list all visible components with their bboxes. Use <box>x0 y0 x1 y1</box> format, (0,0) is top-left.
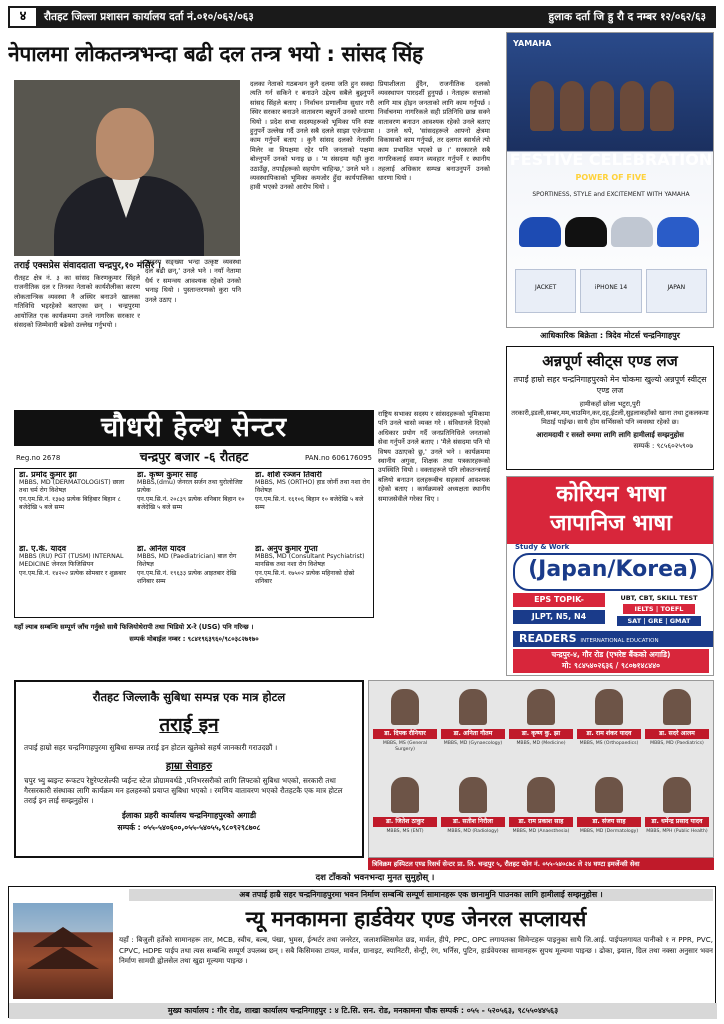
hardware-top-line: दश टाँकको भवनभन्दा मुनत सुमुहोस् । <box>315 873 435 883</box>
doctor-name: डा. अनुप कुमार गुप्ता <box>255 545 318 553</box>
doctor-note: एन.एम.सि.नं. २०८३९ प्रत्येक शनिबार बिहान १० बजेदेखि ५ बजे सम्म <box>137 495 245 511</box>
article-column-1: रौतहट क्षेत्र नं. ३ का सांसद किरणकुमार सिंहले राजनीतिक दल र तिनका नेताको कार्यशैलीका कारण लोकतान्त्रिक व्यवस्था नै अस्थिर बनाउने खालका गतिविधि भइरहेको बताएका छन् । चन्द्रपुरमा आयोजित एक कार्यक्रममा उनले नागरिक सरकार र संसदको जिम्मेवारी बढेको उल्लेख गर्नुभयो । <box>14 274 140 330</box>
hospital-doctor-desc: MBBS, MPH (Public Health) <box>646 829 708 834</box>
yamaha-brand: YAMAHA <box>513 39 552 48</box>
hospital-doctors-grid <box>368 680 714 858</box>
annapurna-title: अन्नपूर्ण स्वीट्स एण्ड लज <box>542 352 678 370</box>
motorbike-image <box>565 217 607 247</box>
hospital-doctor-name: डा. कृष्ण कु. झा <box>509 729 573 739</box>
hospital-doctor-name: डा. जितेश ठाकुर <box>373 817 437 827</box>
yamaha-tag: POWER OF FIVE <box>575 173 647 182</box>
hospital-doctor-card <box>509 773 573 855</box>
chaudhari-pan: PAN.no 606176095 <box>304 454 372 462</box>
terai-name: तराई इन <box>159 714 219 736</box>
hospital-doctor-desc: MBBS, MD (Dermatology) <box>579 829 639 834</box>
doctor-card <box>19 471 131 541</box>
doctor-desc: MBBS (RU) PGT (TUSM) INTERNAL MEDICINE जेनरल फिजिसियन <box>19 553 124 569</box>
clinic-phone: सम्पर्क मोबाईल नम्बर : ९८४१९६३९६०/९८०३८२७१७० <box>129 635 259 643</box>
doctor-card <box>137 471 249 541</box>
doctor-photo <box>459 777 487 813</box>
doctor-name: डा. शशि रञ्जन तिवारी <box>255 471 322 479</box>
article-headline: नेपालमा लोकतन्त्रभन्दा बढी दल तन्त्र भयो : सांसद सिंह <box>8 42 423 66</box>
terai-inn-advert <box>14 680 364 858</box>
terai-services-title: हाम्रा सेवाहरु <box>165 761 213 772</box>
institute-sub: INTERNATIONAL EDUCATION <box>580 638 659 644</box>
hospital-doctor-desc: MBBS, MD (Anaesthesia) <box>512 829 570 834</box>
page-header-bar <box>8 6 716 28</box>
exam-chip: EPS TOPIK- <box>513 593 605 607</box>
registration-right: हुलाक दर्ता जि हु रौ द नम्बर १२/०६२/६३ <box>548 11 706 23</box>
doctor-desc: MBBS, MS (ORTHO) हाड जोर्नी तथा नशा रोग विशेषज्ञ <box>255 479 370 495</box>
doctor-desc: MBBS, MD (Consultant Psychiatrist) मानसिक तथा नशा रोग विशेषज्ञ <box>255 553 365 569</box>
institute-contact <box>513 649 709 673</box>
chaudhari-meta <box>14 448 374 466</box>
doctor-card <box>19 545 131 615</box>
korean-title: कोरियन भाषा <box>556 482 666 507</box>
institute-label: READERS <box>519 632 577 645</box>
hospital-footer-line: त्रिविक्रम हस्पिटल एण्ड रिसर्च सेन्टर प्रा. लि. चन्द्रपुर ५, रौतहट फोन नं. ०५५-५४०८७८ ले २४ घण्टा इमर्जेन्सी सेवा <box>368 858 714 870</box>
hospital-doctor-desc: MBBS, MD (Gynaecology) <box>443 741 503 746</box>
hospital-doctor-desc: MBBS, MS (General Surgery) <box>382 741 428 752</box>
annapurna-contact: सम्पर्क : ९८५६०२५९०७ <box>633 442 693 450</box>
doctor-photo <box>663 689 691 725</box>
hospital-doctor-name: डा. संजय साह <box>577 817 641 827</box>
registration-left: रौतहट जिल्ला प्रशासन कार्यालय दर्ता नं.०१०/०६२/०६३ <box>44 11 254 23</box>
hospital-doctor-card <box>645 685 709 767</box>
doctor-name: डा. ए.के. यादव <box>19 545 67 553</box>
prize-row <box>515 269 707 313</box>
hospital-doctor-name: डा. धर्मेन्द्र प्रसाद यादव <box>645 817 709 827</box>
doctor-note: एन.एम.सि.नं. १९६३३ प्रत्येक आइतबार देखि शनिबार सम्म <box>137 569 237 585</box>
motorbike-image <box>519 217 561 247</box>
doctor-photo <box>391 689 419 725</box>
hospital-doctor-card <box>509 685 573 767</box>
doctor-photo <box>527 777 555 813</box>
annapurna-closing: आरामदायी र सस्तो रुममा लागि लागि हामीलाई सम्झनुहोस <box>536 431 684 439</box>
doctor-name: डा. प्रमोद कुमार झा <box>19 471 77 479</box>
hospital-doctor-card <box>645 773 709 855</box>
exam-chips <box>513 593 709 629</box>
hardware-sub: अब तपाई हाम्रै सहर चन्द्रनिगाहपुरमा भवन निर्माण सम्बन्धि सम्पूर्ण सामानहरू एक छानामुनि पाउनका लागि हामीलाई सम्झनुहोस । <box>129 889 713 901</box>
terai-intro: तपाई हाम्रो सहर चन्द्रनिगाहपुरमा सुबिधा सम्पन्न तराई इन होटल खुलेको सहर्ष जानकारी गराउदछौं । <box>24 743 278 752</box>
photo-caption: तराई एक्सप्रेस संवाददाता चन्द्रपुर,१० मंसिर । <box>14 261 161 271</box>
study-work-label: Study & Work <box>515 543 570 551</box>
yamaha-sub: SPORTINESS, STYLE and EXCITEMENT WITH YAMAHA <box>532 191 690 198</box>
hospital-doctor-name: डा. दिपक रौनियार <box>373 729 437 739</box>
temple-image <box>13 903 113 999</box>
yamaha-advert <box>506 32 714 328</box>
doctor-desc: MBBS, MD (DERMATOLOGIST) छाला तथा चर्म रोग विशेषज्ञ <box>19 479 125 495</box>
doctor-name: डा. अनिल यादव <box>137 545 186 553</box>
exam-chip: JLPT, N5, N4 <box>513 610 605 624</box>
hospital-doctor-card <box>577 773 641 855</box>
doctor-card <box>137 545 249 615</box>
language-titles <box>507 477 714 544</box>
exam-chip: UBT, CBT, SKILL TEST <box>620 594 698 602</box>
article-column-3: प्रियाशीलता हुँदैन, राजनीतिक दलको व्यवस्थापन पारदर्शी हुनुपर्छ । नेताहरू सत्ताको लागि मात्र होइन जनताको लागि काम गर्नुपर्छ । निर्वाचनमा नागरिकले सही प्रतिनिधि छान्न सक्ने वातावरण बनाउन आवश्यक रहेको उनले बताए । उनले थपे, 'सांसदहरूले आफ्नो क्षेत्रमा विकासको काम गर्नुपर्छ, तर दलगत स्वार्थले त्यो काम प्रभावित भएको छ ।' सरकारले सबै नागरिकलाई समान व्यवहार गर्नुपर्ने र स्थानीय तहलाई अधिकार सम्पन्न बनाउनुपर्ने उनको धारणा थियो । <box>378 80 490 183</box>
doctor-note: एन.एम.सि.नं. १७५०२ प्रत्येक महिनाको दोस्रो शनिबार <box>255 569 355 585</box>
chaudhari-reg: Reg.no 2678 <box>16 454 61 462</box>
institute-address: चन्द्रपुर-४, गौर रोड (एभरेष्ट बैंकको अगाडि) <box>551 650 671 659</box>
exam-chip: IELTS | TOEFL <box>623 604 695 614</box>
terai-services: चपुर भ्यु ब्वइन्ट रूफटप रेष्टुरेण्टसेल्फी प्वईन्ट स्टेज प्रोग्रामवर्थडे ,पनिभरसरीको लागि लिफ्टको सुबिधा भएको, सरकारी तथा गैरसरकारी संस्थाका लागि कार्यक्रम मन हलहरुको प्रयाप्त सुबिधा भएको । रमणिय वातावरण भएको रौतहटकै एक मात्र होटल तराई इन लाई सम्झनुहोस । <box>24 776 343 805</box>
hospital-doctor-desc: MBBS, MS (Orthopaedics) <box>579 741 639 746</box>
institute-phone: मो: ९८४५४०२६३६ / ९८०७१४८४४० <box>562 661 660 670</box>
page-number: ४ <box>10 8 36 26</box>
motorbike-image <box>611 217 653 247</box>
terai-phone: सम्पर्क : ०५५-५४०६००,०५५-५४०५५,९८०९२९८७०८ <box>117 823 261 832</box>
doctor-photo <box>391 777 419 813</box>
celebrities-group <box>527 81 695 145</box>
motorbike-image <box>657 217 699 247</box>
hospital-doctor-card <box>441 773 505 855</box>
doctor-note: एन.एम.सि.नं. १३७३ प्रत्येक बिहिबार बिहान ८ बजेदेखि ५ बजे सम्म <box>19 495 121 511</box>
terai-location: ईलाका प्रहरी कार्यालय चन्द्रनिगाहपुरको अगाडी <box>121 811 257 820</box>
hardware-name: न्यू मनकामना हार्डवेयर एण्ड जेनरल सप्लायर्स <box>245 907 587 931</box>
doctor-name: डा. कृष्ण कुमार साह <box>137 471 198 479</box>
prize-item: iPHONE 14 <box>580 269 641 313</box>
hospital-doctor-desc: MBBS, MS (ENT) <box>386 829 424 834</box>
doctor-desc: MBBS,(dmu) जेनरल सर्जन तथा युरोलोजिष्ट प्रत्येक <box>137 479 243 495</box>
doctor-note: एन.एम.सि.नं. १४२०२ प्रत्येक सोमबार र शुक्रबार <box>19 569 126 577</box>
exam-chip: SAT | GRE | GMAT <box>617 616 701 626</box>
hospital-doctor-desc: MBBS, MD (Paediatrics) <box>650 741 704 746</box>
korean-japanese-advert <box>506 476 714 676</box>
annapurna-body: हामीकहाँ छोला भटुरा,पुरी तरकारी,इडली,सम्बर,मम,चाउमिन,कर,दह,ईटली,सुइलाकहाँको खाना तथा टुकलकमा मिठाई पाईन्छ। साथै होम सर्भिसको पनि व्यवस्था रहेको छ। <box>511 400 709 426</box>
country-label: (Japan/Korea) <box>513 553 713 591</box>
hospital-doctor-card <box>441 685 505 767</box>
hardware-contact: मुख्य कार्यालय : गौर रोड, शाखा कार्यालय चन्द्रनिगाहपुर : ४ टि.सि. सन. रोड, मनकामना चौक सम्पर्क : ०५५ - ५२०५६३, ९८५५०४४५६३ <box>9 1003 717 1019</box>
article-column-2: दलका नेताको गठबन्धन कुनै दलमा जति हुन सक्दा त्यति गर्न सकिने र बनाउने उद्देश्य सबैले बुझ्नुपर्ने सांसद सिंहले बताए । निर्वाचन प्रणालीमा सुधार गरी स्थिर सरकार बनाउने वातावरण बन्नुपर्ने उनको धारणा थियो । प्रदेश सभा सदस्यहरूको भूमिका पनि स्पष्ट हुनुपर्ने उल्लेख गर्दै उनले सबै दलले साझा एजेन्डामा काम गर्नुपर्ने बताए । कुनै सांसद दलको नेतासँग मिलेर वा विपक्षमा रहेर पनि जनताको पक्षमा बोल्नुपर्ने उनको भनाइ छ । 'म संसदमा यही कुरा उठाउँछु, तपाईंहरूको सहयोग चाहिन्छ,' उनले भने । व्यवस्थापिकाको भूमिका कमजोर हुँदा कार्यपालिका हावी भएको उनको आरोप थियो । <box>250 80 374 192</box>
hospital-doctor-name: डा. सदरे आलम <box>645 729 709 739</box>
prize-item: JACKET <box>515 269 576 313</box>
hospital-doctor-desc: MBBS, MD (Medicine) <box>516 741 566 746</box>
hardware-advert <box>8 886 716 1018</box>
doctor-card <box>255 471 371 541</box>
yamaha-dealer: आधिकारिक बिक्रेता : त्रिदेव मोटर्स चन्द्रनिगाहपुर <box>540 331 680 340</box>
annapurna-sub: तपाईं हाम्रो सहर चन्द्रनिगाहपुरको मेन चोकमा खुल्यो अन्नपूर्ण स्वीट्स एण्ड लज <box>513 375 707 395</box>
hospital-doctor-name: डा. राम प्रकाश साह <box>509 817 573 827</box>
doctor-photo <box>527 689 555 725</box>
chaudhari-location: चन्द्रपुर बजार -६ रौतहट <box>139 449 249 464</box>
doctor-photo <box>595 689 623 725</box>
chaudhari-title: चौधरी हेल्थ सेन्टर <box>14 410 374 446</box>
hospital-doctor-desc: MBBS, MD (Radiology) <box>447 829 499 834</box>
doctor-photo <box>595 777 623 813</box>
hospital-doctor-card <box>373 685 437 767</box>
article-column-1b: 'सदस्य सङ्ख्या भन्दा उत्कृष्ट व्यवस्था दल बढी छन्,' उनले भने । नयाँ नेतामा धैर्य र समन्वय आवश्यक रहेको उनको भनाइ थियो । पुस्तान्तरणको कुरा पनि उनले उठाए । <box>145 258 241 304</box>
hospital-doctor-name: डा. अनिता गौतम <box>441 729 505 739</box>
doctor-note: एन.एम.सि.नं. १६१०६ बिहान १० बजेदेखि ५ बजे सम्म <box>255 495 364 511</box>
person-face <box>96 108 154 180</box>
hospital-doctor-card <box>373 773 437 855</box>
article-column-4: राष्ट्रिय सभाका सदस्य र सांसदहरूको भूमिकामा पनि उनले चासो व्यक्त गरे । संविधानले दिएको अधिकार प्रयोग गर्दै जनप्रतिनिधिले जनताको सेवा गर्नुपर्ने उनले बताए । 'मैले संसदमा पनि यो विषय उठाएको छु,' उनले भने । कार्यक्रममा स्थानीय अगुवा, शिक्षक तथा पत्रकारहरूको उपस्थिति थियो । वक्ताहरूले पनि लोकतन्त्रलाई बलियो बनाउन दलहरूबीच सहकार्य आवश्यक रहेको बताए । कार्यक्रमको अध्यक्षता स्थानीय समाजसेवीले गरेका थिए । <box>378 410 490 503</box>
clinic-services: यहाँ ल्याब सम्बन्धि सम्पूर्ण जाँच गर्नुको साथै फिजियोथेरापी तथा भिडियो X-रे (USG) पनि गरिन्छ । <box>14 623 254 631</box>
doctor-photo <box>663 777 691 813</box>
doctor-grid <box>14 468 374 618</box>
yamaha-title: FESTIVE CELEBRATION <box>509 150 713 169</box>
institute-name <box>513 631 714 647</box>
prize-item: JAPAN <box>646 269 707 313</box>
hospital-doctor-name: डा. सतीश निरौला <box>441 817 505 827</box>
terai-heading: रौतहट जिल्लाकै सुबिधा सम्पन्न एक मात्र होटल <box>92 690 286 704</box>
annapurna-advert <box>506 346 714 470</box>
doctor-photo <box>459 689 487 725</box>
motorbikes-row <box>517 211 705 257</box>
japanese-title: जापानिज भाषा <box>550 511 672 536</box>
doctor-desc: MBBS, MD (Paediatrician) बाल रोग विशेषज्ञ <box>137 553 237 569</box>
hospital-doctor-card <box>577 685 641 767</box>
article-photo <box>14 80 240 256</box>
hospital-doctor-name: डा. राम शंकर यादव <box>577 729 641 739</box>
doctor-card <box>255 545 371 615</box>
hardware-body: यहाँ : बिजुली हर्तेको सामानहरू तार, MCB, स्वीच, बल्ब, पंखा, भुमस, ईन्भर्टर तथा जनरेटर, जलाशक्तिसमेत छड, मार्वल, हीपे, PPC, OPC लगायतका सिमेन्टहरू पाइनुका साथै जि.आई. पाईपलगायत पानीको १ न PPR, PVC, CPVC, HDPE पाईप तथा त्यस सम्बन्धि सम्पूर्ण उपलब्ध छन् । सबै किसिमका टायल, मार्वल, ग्रानाइट, स्यानिटरी, सेन्ट्री, रंग, भर्निस, पुटिन, हार्डवेयरका सामानहरू सुपथ मूल्यमा पाइन्छ । ढोका, झ्याल, ग्रिल तथा नक्सा अनुसार भवन निर्माण सामग्री ह्वोलसेल तथा खुद्रा मूल्यमा पाइन्छ । <box>119 935 713 965</box>
